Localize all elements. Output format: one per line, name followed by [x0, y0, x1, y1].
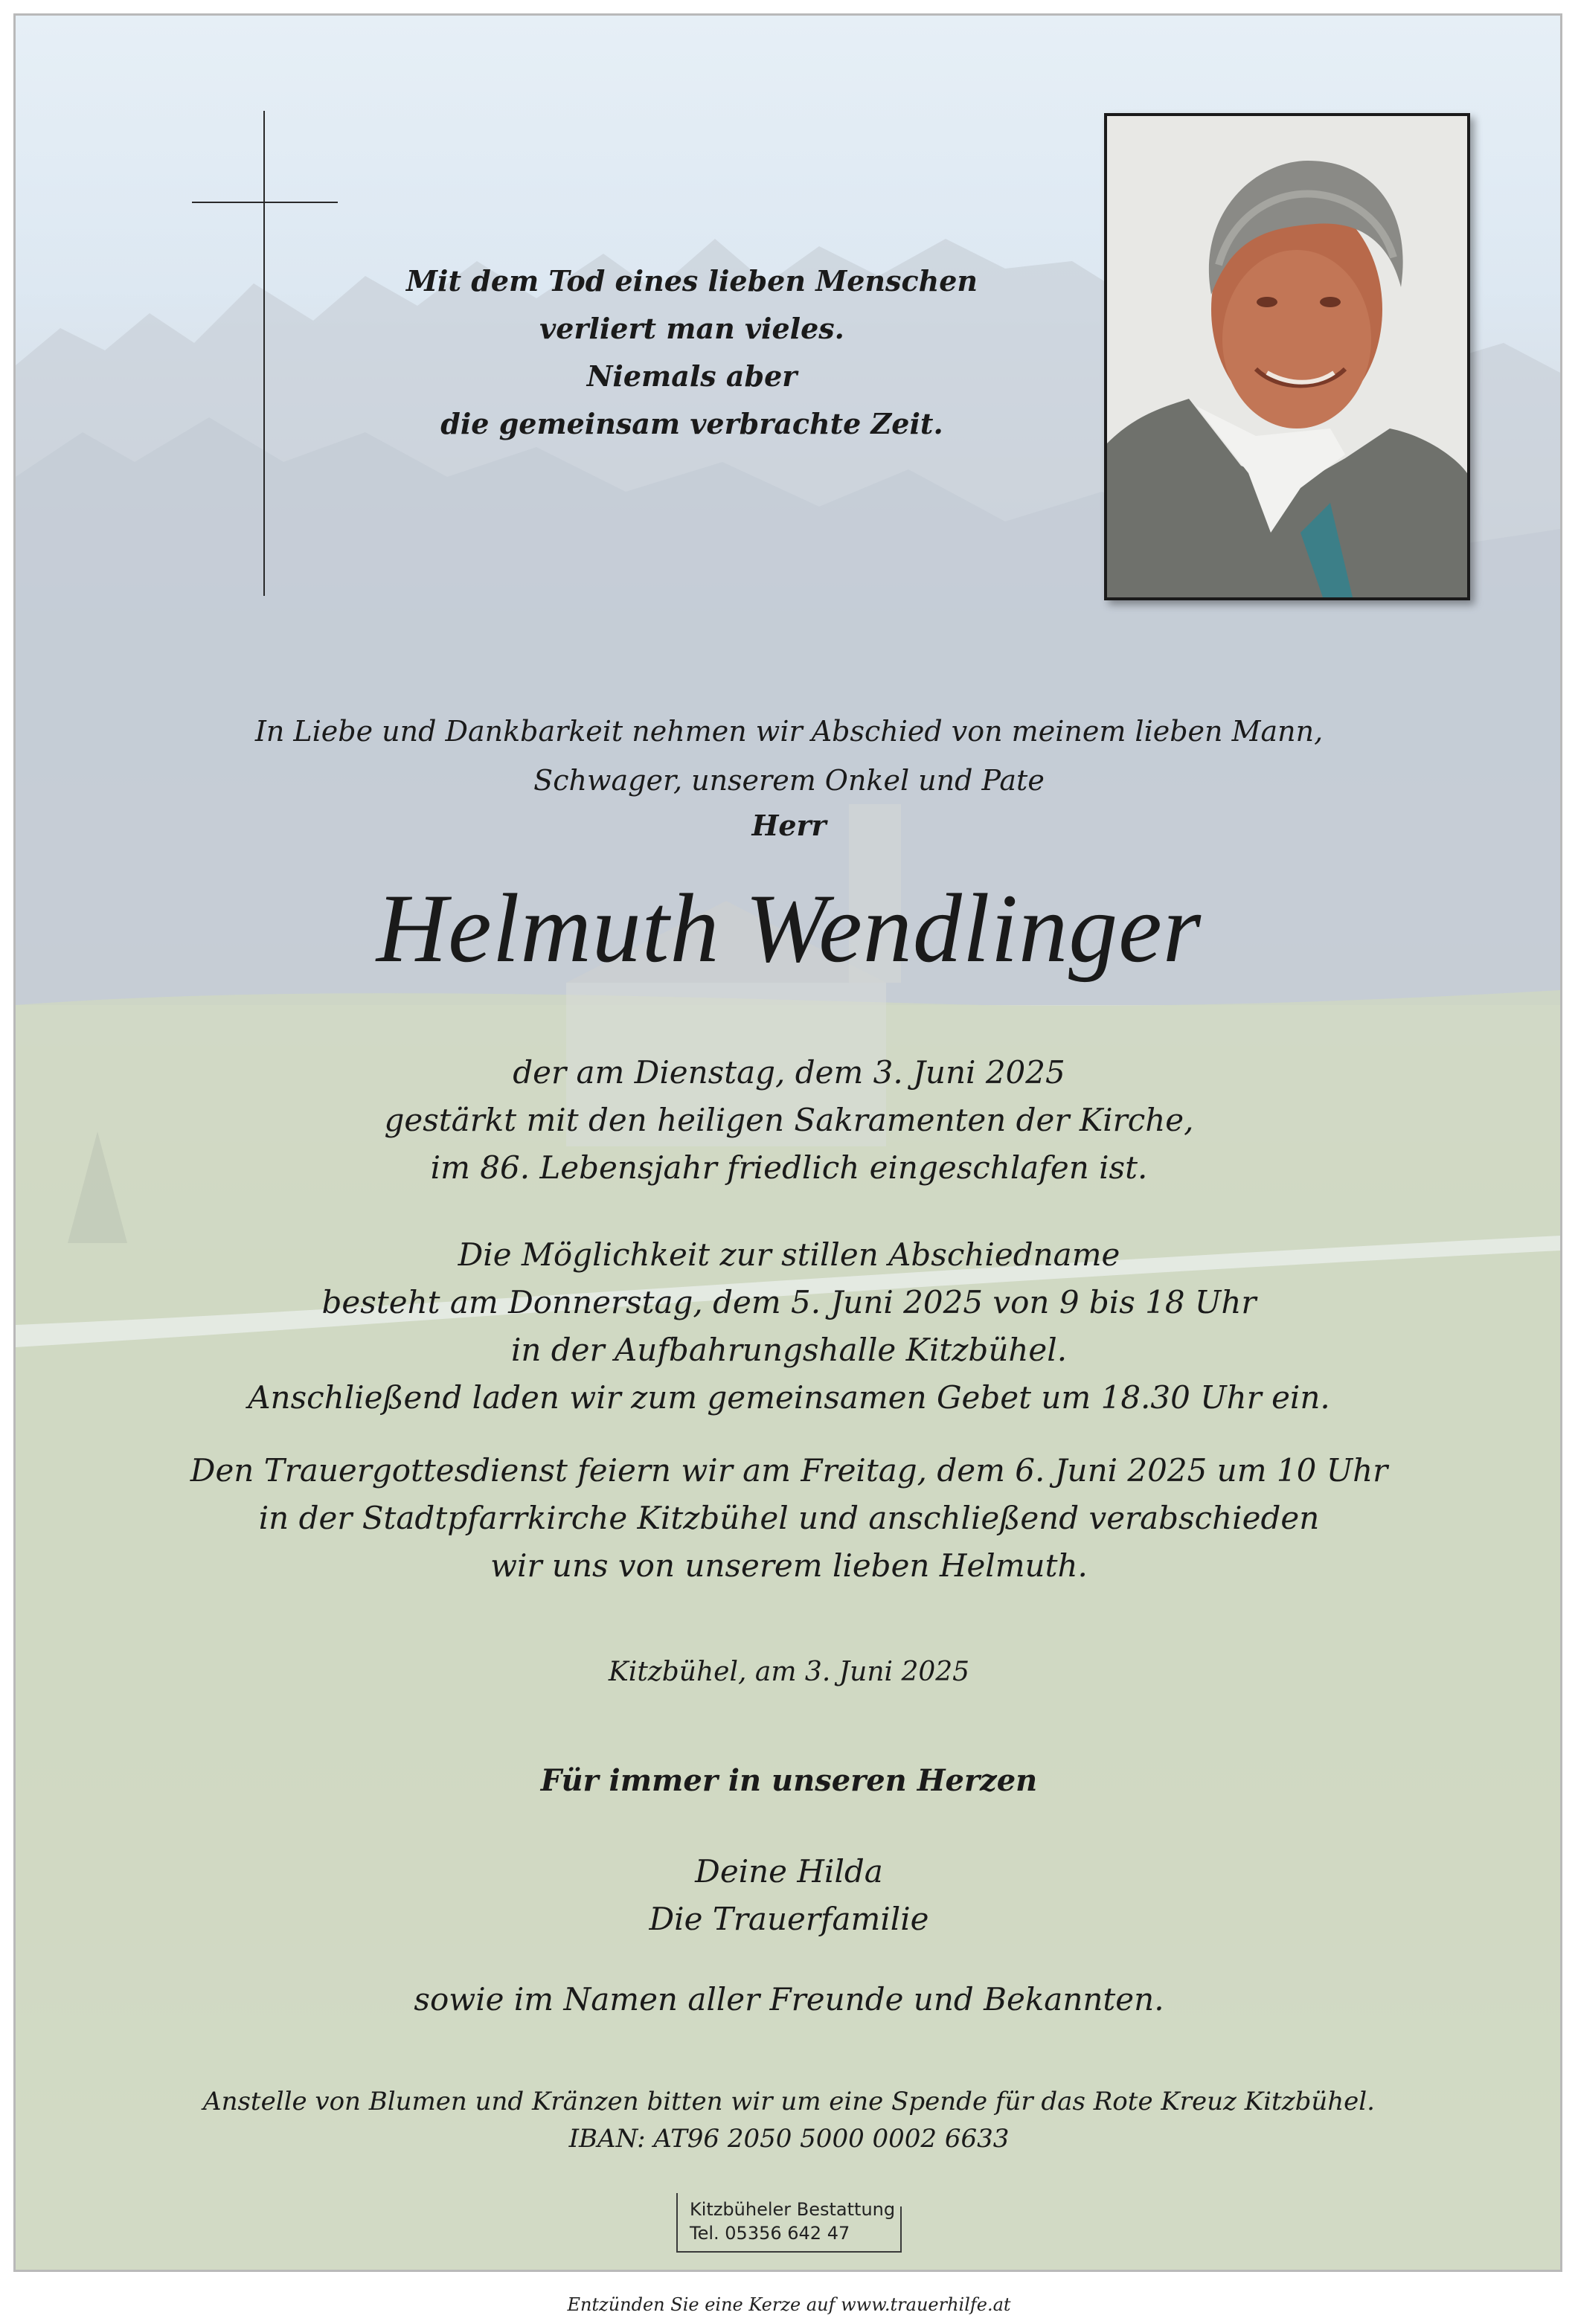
cross-horizontal-icon — [192, 202, 338, 203]
motto-line: verliert man vieles. — [539, 312, 844, 345]
undertaker-name: Kitzbüheler Bestattung — [690, 2199, 896, 2220]
deceased-name: Helmuth Wendlinger — [376, 873, 1202, 983]
death-info-line: gestärkt mit den heiligen Sakramenten der Kirche, — [384, 1102, 1194, 1138]
forever-line: Für immer in unseren Herzen — [540, 1763, 1038, 1798]
footer-candle-link[interactable]: Entzünden Sie eine Kerze auf www.trauerhilfe.at — [567, 2294, 1011, 2315]
donation-request — [0, 2083, 1578, 2157]
motto-line: Niemals aber — [586, 359, 798, 393]
viewing-info-line: Die Möglichkeit zur stillen Abschiedname — [458, 1236, 1120, 1273]
funeral-info-line: Den Trauergottesdienst feiern wir am Freitag, dem 6. Juni 2025 um 10 Uhr — [190, 1452, 1388, 1489]
viewing-info-line: Anschließend laden wir zum gemeinsamen Gebet um 18.30 Uhr ein. — [248, 1379, 1330, 1416]
donation-line: Anstelle von Blumen und Kränzen bitten wir um eine Spende für das Rote Kreuz Kitzbühel. — [203, 2087, 1375, 2116]
funeral-info — [0, 1447, 1578, 1590]
intro-line: Schwager, unserem Onkel und Pate — [533, 764, 1045, 797]
undertaker-logo — [676, 2193, 902, 2253]
death-info-line: im 86. Lebensjahr friedlich eingeschlafen ist. — [430, 1149, 1148, 1186]
motto-line: die gemeinsam verbrachte Zeit. — [440, 407, 943, 440]
signatory: Die Trauerfamilie — [649, 1901, 929, 1937]
death-info-line: der am Dienstag, dem 3. Juni 2025 — [513, 1054, 1065, 1091]
portrait-photo — [1104, 113, 1470, 600]
funeral-info-line: in der Stadtpfarrkirche Kitzbühel und anschließend verabschieden — [258, 1500, 1320, 1536]
motto-line: Mit dem Tod eines lieben Menschen — [405, 264, 978, 298]
undertaker-phone: Tel. 05356 642 47 — [690, 2223, 850, 2244]
motto-quote — [283, 257, 1101, 448]
place-date: Kitzbühel, am 3. Juni 2025 — [608, 1657, 970, 1687]
iban-line: IBAN: AT96 2050 5000 0002 6633 — [568, 2124, 1010, 2154]
honorific: Herr — [751, 809, 827, 842]
intro-line: In Liebe und Dankbarkeit nehmen wir Abschied von meinem lieben Mann, — [254, 715, 1324, 748]
signatory: Deine Hilda — [695, 1853, 883, 1890]
friends-line: sowie im Namen aller Freunde und Bekannten. — [414, 1981, 1164, 2018]
signatories — [0, 1848, 1578, 1943]
funeral-info-line: wir uns von unserem lieben Helmuth. — [490, 1547, 1088, 1584]
viewing-info — [0, 1231, 1578, 1422]
viewing-info-line: in der Aufbahrungshalle Kitzbühel. — [510, 1332, 1068, 1368]
viewing-info-line: besteht am Donnerstag, dem 5. Juni 2025 von 9 bis 18 Uhr — [321, 1284, 1257, 1320]
intro-text — [0, 707, 1578, 805]
cross-vertical-icon — [263, 111, 265, 596]
death-info — [0, 1049, 1578, 1192]
